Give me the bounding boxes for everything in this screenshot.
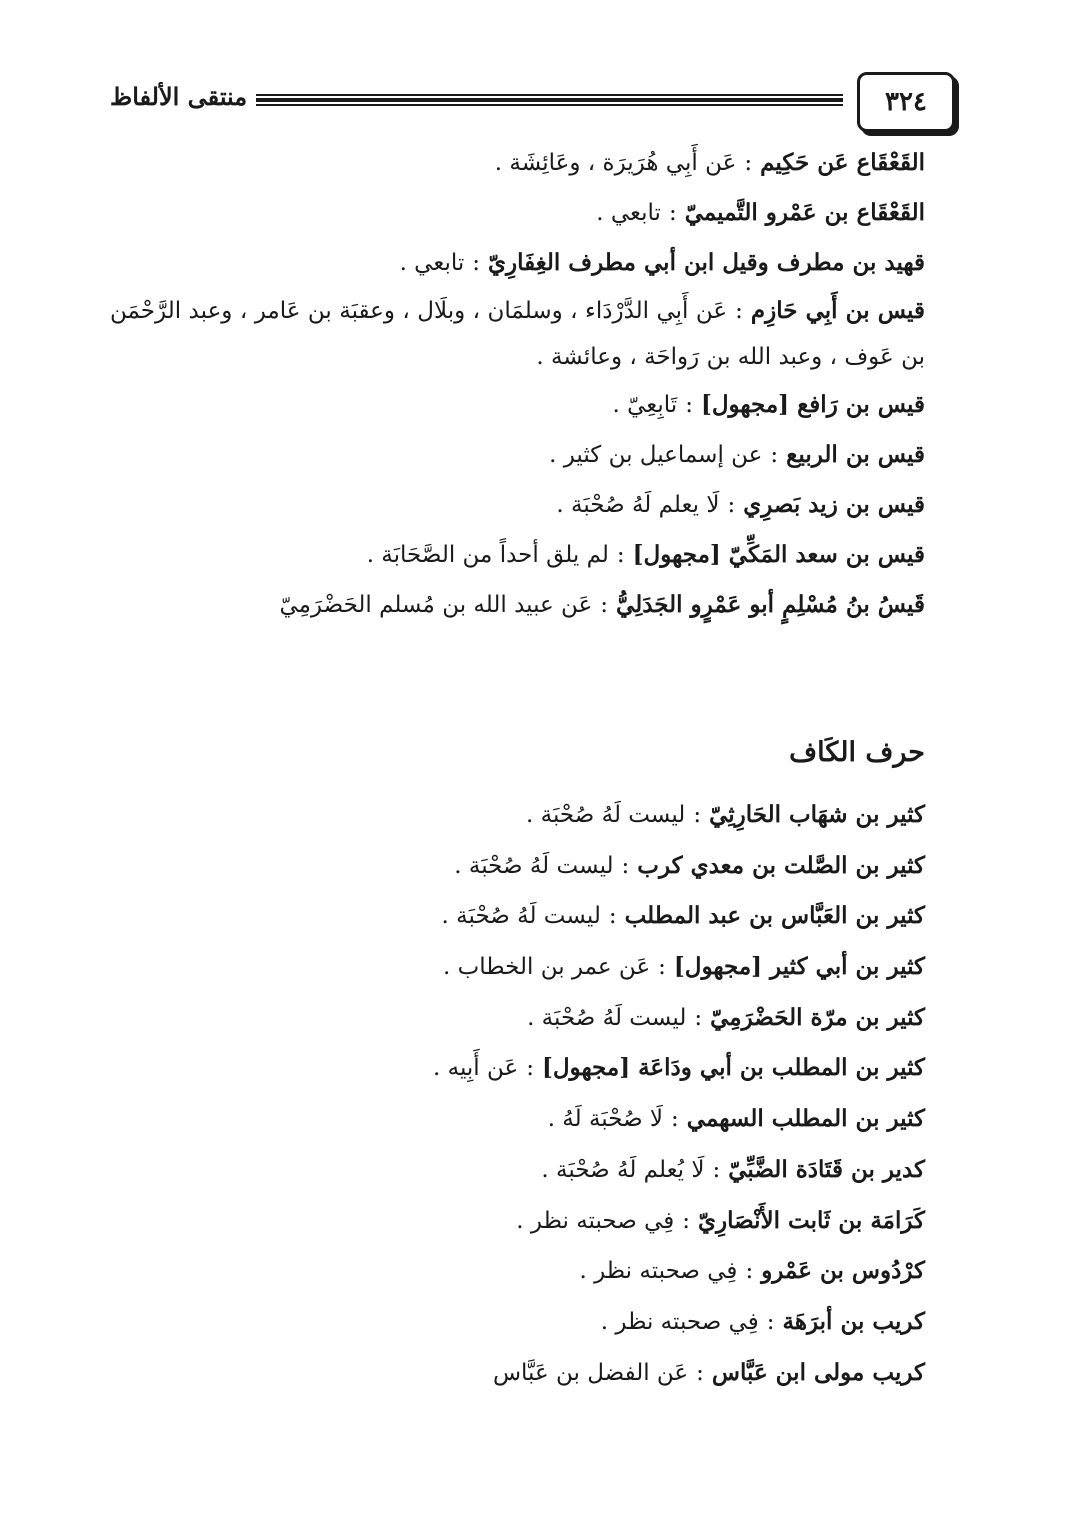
entry-desc: تابعي . <box>399 250 465 276</box>
entry-desc: لم يلق أحداً من الصَّحَابَة . <box>366 542 609 568</box>
entry-desc: عَن عمر بن الخطاب . <box>442 954 651 981</box>
entry-name: قيس بن زيد بَصرِي <box>743 491 925 518</box>
entry-name: قهيد بن مطرف وقيل ابن أبي مطرف الغِفَارِيّ <box>488 249 925 276</box>
entry: كريب بن أبرَهَة:فِي صحبته نظر . <box>600 1307 925 1335</box>
entry-desc: عَن عبيد الله بن مُسلم الحَضْرَمِيّ <box>279 592 593 618</box>
entry-name: كثير بن الصَّلت بن معدي كرب <box>637 851 925 879</box>
entry: القَعْقَاع بن عَمْرو التَّميميّ:تابعي . <box>596 199 925 226</box>
entry: كَرَامَة بن ثَابت الأَنْصَارِيّ:فِي صحبته نظر . <box>516 1206 925 1234</box>
entry: قيس بن زيد بَصرِي:لَا يعلم لَهُ صُحْبَة . <box>556 491 925 518</box>
entry-name: قيس بن رَافع [مجهول] <box>700 391 925 418</box>
entry: كريب مولى ابن عَبَّاس:عَن الفضل بن عَبَّاس <box>492 1358 925 1386</box>
entry-name: كثير بن أبي كثير [مجهول] <box>673 953 925 981</box>
entry-name: كدير بن قَتَادَة الضَّبِّيّ <box>728 1155 925 1183</box>
entry: قَيسُ بنُ مُسْلِمٍ أبو عَمْرٍو الجَدَلِيُّ:عَن عبيد الله بن مُسلم الحَضْرَمِيّ <box>279 591 925 618</box>
entry-name: كثير بن المطلب بن أبي ودَاعَة [مجهول] <box>541 1054 925 1082</box>
entry-desc: فِي صحبته نظر . <box>579 1258 738 1285</box>
entry: قهيد بن مطرف وقيل ابن أبي مطرف الغِفَارِيّ:تابعي . <box>399 249 925 276</box>
entry-name: قَيسُ بنُ مُسْلِمٍ أبو عَمْرٍو الجَدَلِيُّ <box>616 591 925 618</box>
entry-desc: لَا صُحْبَة لَهُ . <box>547 1106 664 1133</box>
entry: كثير بن مرّة الحَضْرَمِيّ:ليست لَهُ صُحْبَة . <box>527 1003 925 1031</box>
entry-desc: تَابِعِيّ . <box>612 392 678 418</box>
entry-name: كثير بن العَبَّاس بن عبد المطلب <box>624 902 925 930</box>
entry-name: قيس بن الربيع <box>786 441 925 468</box>
entry-name: قيس بن أَبِي حَازِم <box>750 297 925 324</box>
entry: كثير بن المطلب السهمي:لَا صُحْبَة لَهُ . <box>547 1105 925 1133</box>
entry-desc: عَن الفضل بن عَبَّاس <box>492 1359 689 1386</box>
entry-desc: تابعي . <box>596 200 661 226</box>
entry-desc: عَن أَبِيه . <box>432 1055 519 1082</box>
entry: كرْدُوس بن عَمْرو:فِي صحبته نظر . <box>579 1257 925 1285</box>
entry: كثير بن شهَاب الحَارِثِيّ:ليست لَهُ صُحْبَة . <box>526 801 925 828</box>
page-header <box>110 72 955 132</box>
entry: كدير بن قَتَادَة الضَّبِّيّ:لَا يُعلم لَهُ صُحْبَة . <box>541 1155 925 1183</box>
entry-desc: ليست لَهُ صُحْبَة . <box>526 802 686 828</box>
entry-name: كثير بن شهَاب الحَارِثِيّ <box>709 801 925 828</box>
section-heading-kaf: حرف الكَاف <box>789 737 925 768</box>
entry-desc: ليست لَهُ صُحْبَة . <box>441 903 601 930</box>
entry-name: كريب مولى ابن عَبَّاس <box>711 1358 925 1386</box>
entry-name: القَعْقَاع عَن حَكِيم <box>760 149 925 176</box>
entries-list-kaf <box>110 790 925 1398</box>
entry: كثير بن أبي كثير [مجهول]:عَن عمر بن الخطاب . <box>442 953 925 981</box>
entry: قيس بن الربيع:عن إسماعيل بن كثير . <box>549 441 925 468</box>
entry-desc: ليست لَهُ صُحْبَة . <box>454 852 614 879</box>
entry-desc: لَا يُعلم لَهُ صُحْبَة . <box>541 1156 705 1183</box>
book-title: منتقى الألفاظ <box>110 82 248 111</box>
entry-name: كثير بن مرّة الحَضْرَمِيّ <box>710 1003 925 1031</box>
entry-desc: لَا يعلم لَهُ صُحْبَة . <box>556 492 720 518</box>
entry-name: كَرَامَة بن ثَابت الأَنْصَارِيّ <box>698 1206 925 1234</box>
header-rule <box>256 94 843 106</box>
entry: كثير بن العَبَّاس بن عبد المطلب:ليست لَهُ صُحْبَة . <box>441 902 925 930</box>
entry-desc: عَن أَبِي الدَّرْدَاء ، وسلمَان ، وبلَال ، وعقبَة بن عَامر ، وعبد الرَّحْمَن بن عَوف ، وعبد الله بن رَواحَة ، وعائشة . <box>110 298 925 370</box>
entry: قيس بن سعد المَكِّيّ [مجهول]:لم يلق أحداً من الصَّحَابَة . <box>366 541 925 568</box>
entry: القَعْقَاع عَن حَكِيم:عَن أَبِي هُرَيرَة ، وعَائِشَة . <box>494 149 925 176</box>
entry-name: كرْدُوس بن عَمْرو <box>761 1257 925 1285</box>
entry-name: كريب بن أبرَهَة <box>782 1307 925 1335</box>
entry: كثير بن الصَّلت بن معدي كرب:ليست لَهُ صُحْبَة . <box>454 851 925 879</box>
entry-name: كثير بن المطلب السهمي <box>686 1105 925 1133</box>
entry-desc: عَن أَبِي هُرَيرَة ، وعَائِشَة . <box>494 150 737 176</box>
entry-desc: فِي صحبته نظر . <box>600 1308 759 1335</box>
entry: قيس بن رَافع [مجهول]:تَابِعِيّ . <box>612 391 925 418</box>
entry: قيس بن أَبِي حَازِم:عَن أَبِي الدَّرْدَاء ، وسلمَان ، وبلَال ، وعقبَة بن عَامر ، وعبد الرَّحْمَن بن عَوف ، وعبد الله بن رَواحَة ، وعائشة . <box>110 297 925 370</box>
entry-name: القَعْقَاع بن عَمْرو التَّميميّ <box>684 199 925 226</box>
entry-desc: ليست لَهُ صُحْبَة . <box>527 1004 687 1031</box>
entry-desc: عن إسماعيل بن كثير . <box>549 442 763 468</box>
entry-desc: فِي صحبته نظر . <box>516 1207 675 1234</box>
page-number: ٣٢٤ <box>857 72 955 132</box>
entry-name: قيس بن سعد المَكِّيّ [مجهول] <box>632 541 925 568</box>
entries-list-qaf <box>110 138 925 630</box>
entry: كثير بن المطلب بن أبي ودَاعَة [مجهول]:عَن أَبِيه . <box>432 1054 925 1082</box>
